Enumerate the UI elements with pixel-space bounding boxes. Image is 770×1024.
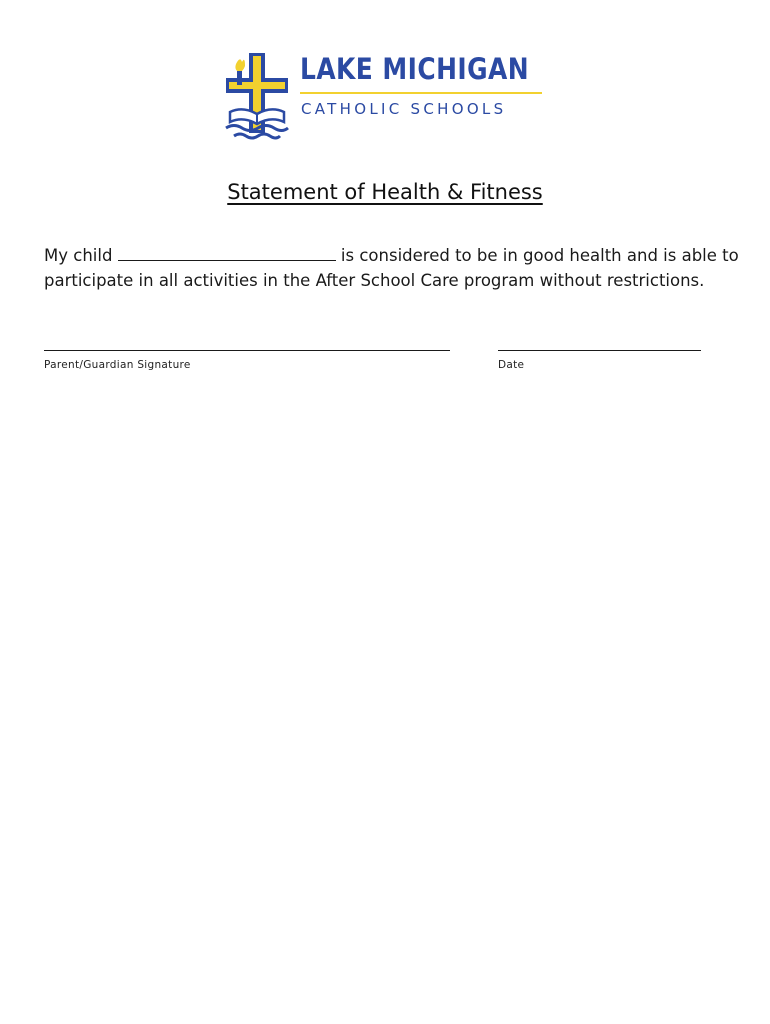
school-logo <box>222 50 552 142</box>
statement-text-before: My child <box>44 246 118 265</box>
signature-label: Parent/Guardian Signature <box>44 359 191 371</box>
signature-line[interactable] <box>44 350 450 351</box>
date-line[interactable] <box>498 350 701 351</box>
logo-line2: CATHOLIC SCHOOLS <box>301 100 507 118</box>
logo-line1: LAKE MICHIGAN <box>300 52 530 86</box>
cross-book-torch-emblem-icon <box>222 50 292 142</box>
statement-paragraph <box>44 243 744 293</box>
logo-divider <box>300 92 542 94</box>
document-title: Statement of Health & Fitness <box>227 180 543 204</box>
child-name-blank[interactable] <box>118 245 336 261</box>
statement-text-after: is considered to be in good health and is able to participate in all activities in the After School Care program without restrictions. <box>44 246 739 290</box>
date-label: Date <box>498 359 525 371</box>
